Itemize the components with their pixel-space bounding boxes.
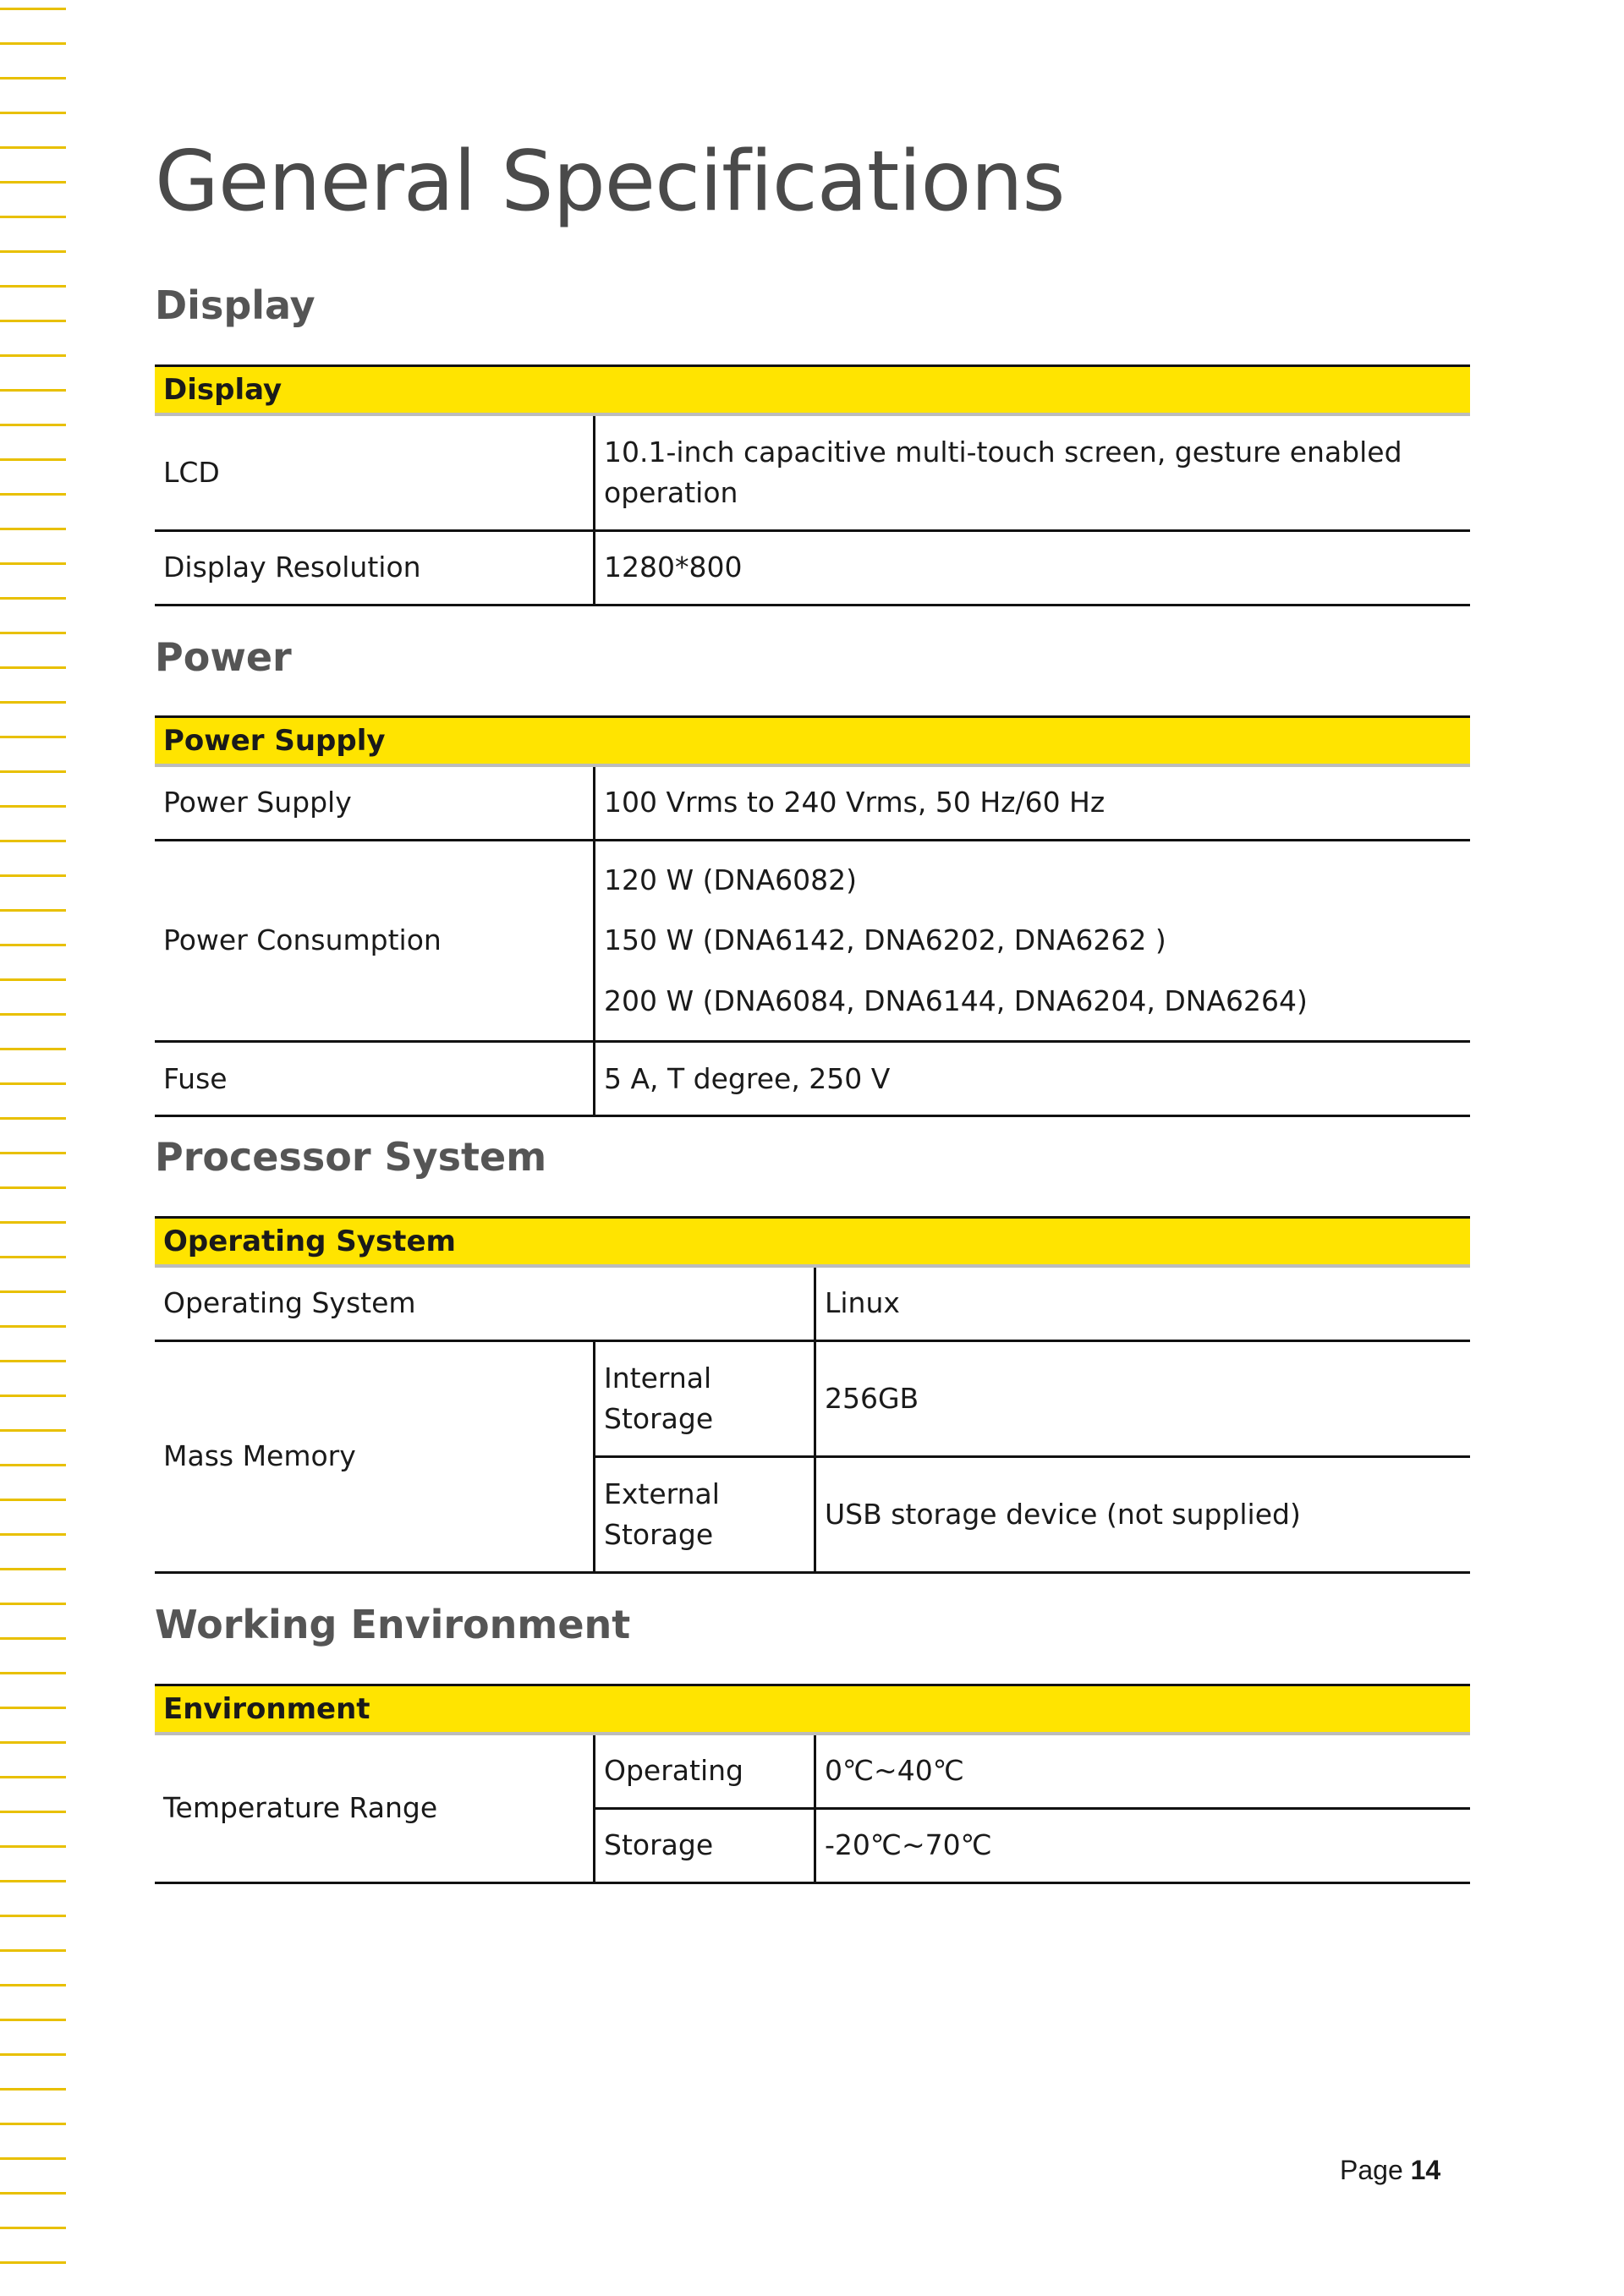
section-heading-power: Power [155,634,292,680]
consumption-line: 120 W (DNA6082) [604,863,857,896]
row-value-list [595,840,1471,1042]
table-band-display: Display [155,366,1470,415]
table-band-environment: Environment [155,1685,1470,1734]
row-label: Operating System [155,1266,815,1340]
margin-decoration [0,0,97,2296]
row-label: Power Consumption [155,840,595,1042]
consumption-line: 200 W (DNA6084, DNA6144, DNA6204, DNA6264) [604,984,1308,1018]
section-heading-display: Display [155,282,315,328]
page-title: General Specifications [155,134,1065,230]
row-label: Mass Memory [155,1340,595,1572]
page-number [1340,2155,1440,2186]
row-value: 1280*800 [595,530,1471,605]
row-value: USB storage device (not supplied) [815,1456,1471,1572]
row-value: 0℃~40℃ [815,1734,1471,1808]
row-label: Temperature Range [155,1734,595,1882]
sub-label: Internal Storage [595,1340,815,1456]
power-table [155,715,1470,1117]
row-value: 100 Vrms to 240 Vrms, 50 Hz/60 Hz [595,765,1471,840]
sub-label: External Storage [595,1456,815,1572]
table-band-os: Operating System [155,1218,1470,1267]
consumption-line: 150 W (DNA6142, DNA6202, DNA6262 ) [604,923,1166,957]
table-band-power: Power Supply [155,717,1470,766]
page-number-value: 14 [1410,2155,1441,2185]
processor-table [155,1216,1470,1574]
sub-label: Storage [595,1808,815,1882]
row-label: LCD [155,414,595,530]
environment-table [155,1684,1470,1884]
row-label: Power Supply [155,765,595,840]
row-value: 256GB [815,1340,1471,1456]
display-table [155,364,1470,606]
row-label: Fuse [155,1042,595,1116]
row-value: 10.1-inch capacitive multi-touch screen, gesture enabled operation [595,414,1471,530]
section-heading-processor: Processor System [155,1134,547,1180]
row-value: -20℃~70℃ [815,1808,1471,1882]
row-label: Display Resolution [155,530,595,605]
page-label: Page [1340,2155,1403,2185]
row-value: Linux [815,1266,1471,1340]
section-heading-environment: Working Environment [155,1602,631,1647]
row-value: 5 A, T degree, 250 V [595,1042,1471,1116]
sub-label: Operating [595,1734,815,1808]
